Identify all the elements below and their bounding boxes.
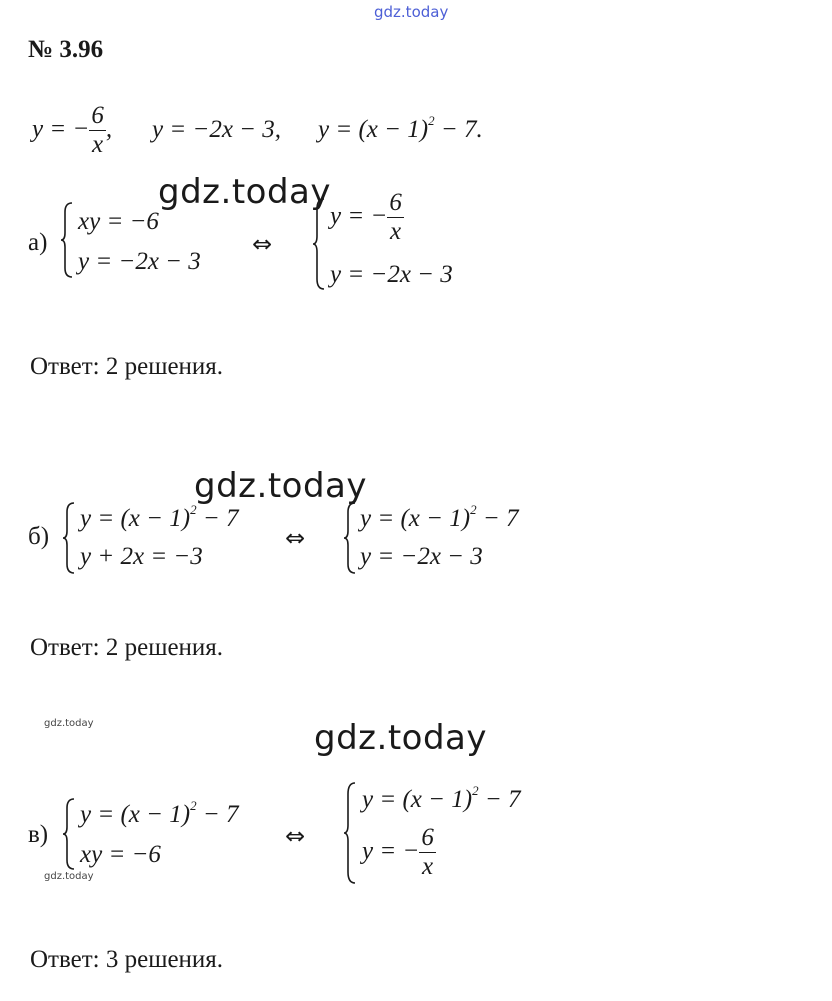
part-b-answer: Ответ: 2 решения. — [30, 634, 224, 661]
part-b-system-2-eq-1 — [360, 502, 519, 532]
part-c-system-2-eq-1-lhs: y = (x − 1) — [362, 786, 473, 813]
function-1-tail: , — [105, 115, 113, 143]
function-1-lhs: y = − — [32, 115, 90, 143]
watermark-top: gdz.today — [374, 3, 449, 21]
function-2: y = −2x − 3, — [152, 116, 282, 143]
part-a-system-2-eq-1 — [330, 190, 404, 246]
part-b-system-2-brace — [343, 500, 359, 576]
part-b-system-1-eq-1 — [80, 502, 239, 532]
part-a-system-2-fraction — [387, 190, 404, 246]
part-b-system-1-eq-1-tail: − 7 — [196, 505, 239, 532]
part-a-equivalence-arrow: ⇔ — [252, 230, 273, 258]
problem-number: № 3.96 — [28, 36, 104, 63]
watermark-large-2: gdz.today — [194, 466, 367, 506]
part-c-system-2-eq-2 — [362, 825, 436, 881]
part-c-system-1-brace — [62, 796, 78, 872]
part-b-system-1-eq-2: y + 2x = −3 — [80, 543, 203, 570]
part-c-system-1-eq-1 — [80, 798, 239, 828]
fraction-numerator: 6 — [419, 825, 436, 853]
part-b-system-1-brace — [62, 500, 78, 576]
part-c-answer: Ответ: 3 решения. — [30, 946, 224, 973]
fraction-numerator: 6 — [387, 190, 404, 218]
part-b-system-2-eq-1-tail: − 7 — [476, 505, 519, 532]
part-c-system-2-fraction — [419, 825, 436, 881]
part-c-system-1-exponent: 2 — [190, 798, 197, 813]
part-b-system-1-eq-1-lhs: y = (x − 1) — [80, 505, 191, 532]
function-3-tail: − 7. — [434, 116, 483, 143]
part-b-system-2-eq-2: y = −2x − 3 — [360, 543, 483, 570]
part-b-equivalence-arrow: ⇔ — [285, 524, 306, 552]
part-a-system-1-eq-1: xy = −6 — [78, 208, 159, 235]
part-c-system-1-eq-1-tail: − 7 — [196, 801, 239, 828]
watermark-large-1: gdz.today — [158, 172, 331, 212]
part-c-system-2-brace — [343, 780, 359, 886]
part-a-system-1-brace — [60, 200, 76, 280]
fraction-denominator: x — [92, 131, 104, 159]
watermark-small-2: gdz.today — [44, 871, 94, 882]
function-3-exponent: 2 — [428, 113, 435, 128]
part-b-system-1-exponent: 2 — [190, 502, 197, 517]
part-c-equivalence-arrow: ⇔ — [285, 822, 306, 850]
part-b-label: б) — [28, 523, 50, 550]
fraction-denominator: x — [390, 218, 402, 246]
part-c-system-2-eq-1 — [362, 783, 521, 813]
part-c-system-1-eq-1-lhs: y = (x − 1) — [80, 801, 191, 828]
part-c-system-2-exponent: 2 — [472, 783, 479, 798]
part-c-system-2-eq-1-tail: − 7 — [478, 786, 521, 813]
fraction-denominator: x — [422, 853, 434, 881]
part-c-system-1-eq-2: xy = −6 — [80, 841, 161, 868]
function-3-lhs: y = (x − 1) — [318, 116, 429, 143]
function-1 — [32, 103, 112, 159]
part-a-answer: Ответ: 2 решения. — [30, 353, 224, 380]
watermark-large-3: gdz.today — [314, 718, 487, 758]
part-a-system-2-eq-2: y = −2x − 3 — [330, 261, 453, 288]
part-c-system-2-eq-2-lhs: y = − — [362, 837, 420, 865]
part-a-label: а) — [28, 229, 48, 256]
function-3 — [318, 113, 483, 143]
part-a-system-2-eq-1-lhs: y = − — [330, 202, 388, 230]
part-b-system-2-eq-1-lhs: y = (x − 1) — [360, 505, 471, 532]
function-1-fraction — [89, 103, 106, 159]
part-a-system-1-eq-2: y = −2x − 3 — [78, 248, 201, 275]
watermark-small-1: gdz.today — [44, 718, 94, 729]
fraction-numerator: 6 — [89, 103, 106, 131]
part-b-system-2-exponent: 2 — [470, 502, 477, 517]
part-c-label: в) — [28, 821, 49, 848]
part-a-system-2-brace — [312, 196, 328, 292]
